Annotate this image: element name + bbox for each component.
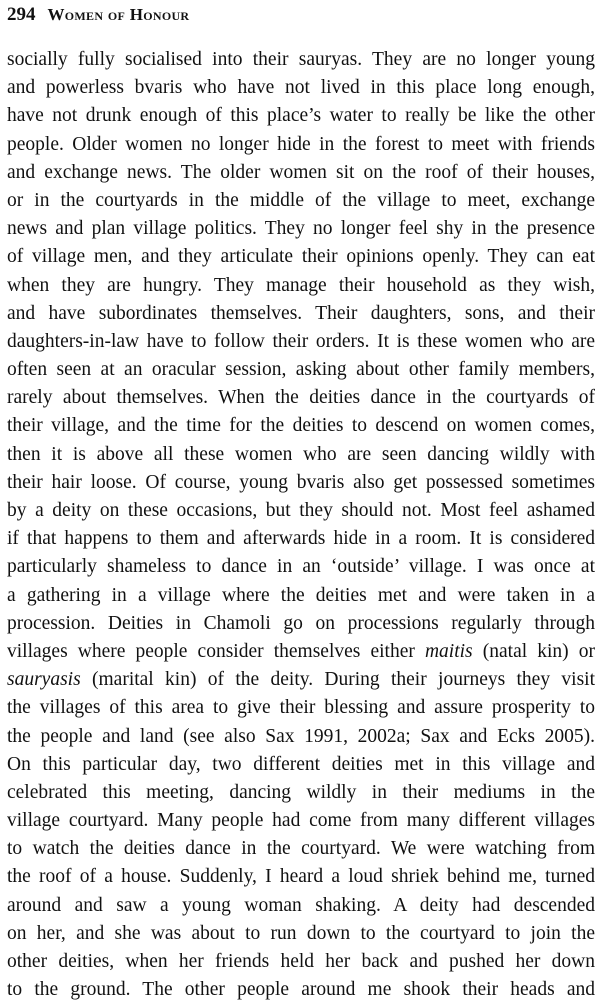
text-segment: (marital kin) of the deity. During their journeys they visit: [80, 669, 595, 691]
text-line: other deities, when her friends held her back and pushed her down: [7, 951, 595, 972]
body-paragraph: [7, 46, 595, 1004]
text-line: [7, 638, 595, 666]
text-line: particularly shameless to dance in an ‘outside’ village. I was once at: [7, 556, 595, 578]
text-line: and have subordinates themselves. Their daughters, sons, and their: [7, 302, 595, 324]
text-line: around and saw a young woman shaking. A deity had descended: [7, 894, 595, 916]
page-number: 294: [7, 4, 36, 25]
text-line: procession. Deities in Chamoli go on processions regularly through: [7, 612, 595, 634]
book-title: Women of Honour: [47, 5, 190, 24]
text-line: the people and land (see also Sax 1991, 2002a; Sax and Ecks 2005).: [7, 725, 595, 747]
text-line: then it is above all these women who are seen dancing wildly with: [7, 443, 595, 465]
italic-term: maitis: [424, 640, 473, 662]
text-line: to watch the deities dance in the courtyard. We were watching from: [7, 838, 595, 860]
text-line: their village, and the time for the deities to descend on women comes,: [7, 415, 595, 437]
text-line: have not drunk enough of this place’s water to really be like the other: [7, 105, 595, 127]
text-line: socially fully socialised into their sauryas. They are no longer young: [7, 49, 595, 70]
text-line: the roof of a house. Suddenly, I heard a loud shriek behind me, turned: [7, 866, 595, 888]
text-line: when they are hungry. They manage their household as they wish,: [7, 274, 595, 296]
text-line: the villages of this area to give their blessing and assure prosperity to: [7, 697, 595, 719]
text-line: village courtyard. Many people had come from many different villages: [7, 810, 595, 832]
text-line: celebrated this meeting, dancing wildly in their mediums in the: [7, 781, 595, 803]
text-line: or in the courtyards in the middle of the village to meet, exchange: [7, 189, 595, 211]
text-line: and exchange news. The older women sit on the roof of their houses,: [7, 161, 595, 183]
text-line: people. Older women no longer hide in the forest to meet with friends: [7, 133, 595, 155]
text-line: of village men, and they articulate their opinions openly. They can eat: [7, 246, 595, 268]
text-line: often seen at an oracular session, asking about other family members,: [7, 359, 595, 381]
text-line: a gathering in a village where the deities met and were taken in a: [7, 584, 595, 606]
text-line: their hair loose. Of course, young bvaris also get possessed sometimes: [7, 471, 595, 493]
running-head: [7, 2, 189, 28]
text-line: to the ground. The other people around me shook their heads and: [7, 979, 595, 1001]
text-segment: villages where people consider themselves either: [7, 640, 425, 662]
text-segment: (natal kin) or: [472, 640, 595, 662]
text-line: on her, and she was about to run down to the courtyard to join the: [7, 922, 595, 944]
text-line: by a deity on these occasions, but they should not. Most feel ashamed: [7, 500, 595, 521]
text-line: and powerless bvaris who have not lived in this place long enough,: [7, 77, 595, 99]
text-line: if that happens to them and afterwards hide in a room. It is considered: [7, 528, 595, 550]
text-line: [7, 666, 595, 694]
text-line: daughters-in-law have to follow their orders. It is these women who are: [7, 330, 595, 352]
text-line: news and plan village politics. They no longer feel shy in the presence: [7, 218, 595, 240]
text-line: On this particular day, two different deities met in this village and: [7, 753, 595, 775]
text-line: rarely about themselves. When the deities dance in the courtyards of: [7, 387, 595, 409]
italic-term: sauryasis: [7, 669, 81, 691]
